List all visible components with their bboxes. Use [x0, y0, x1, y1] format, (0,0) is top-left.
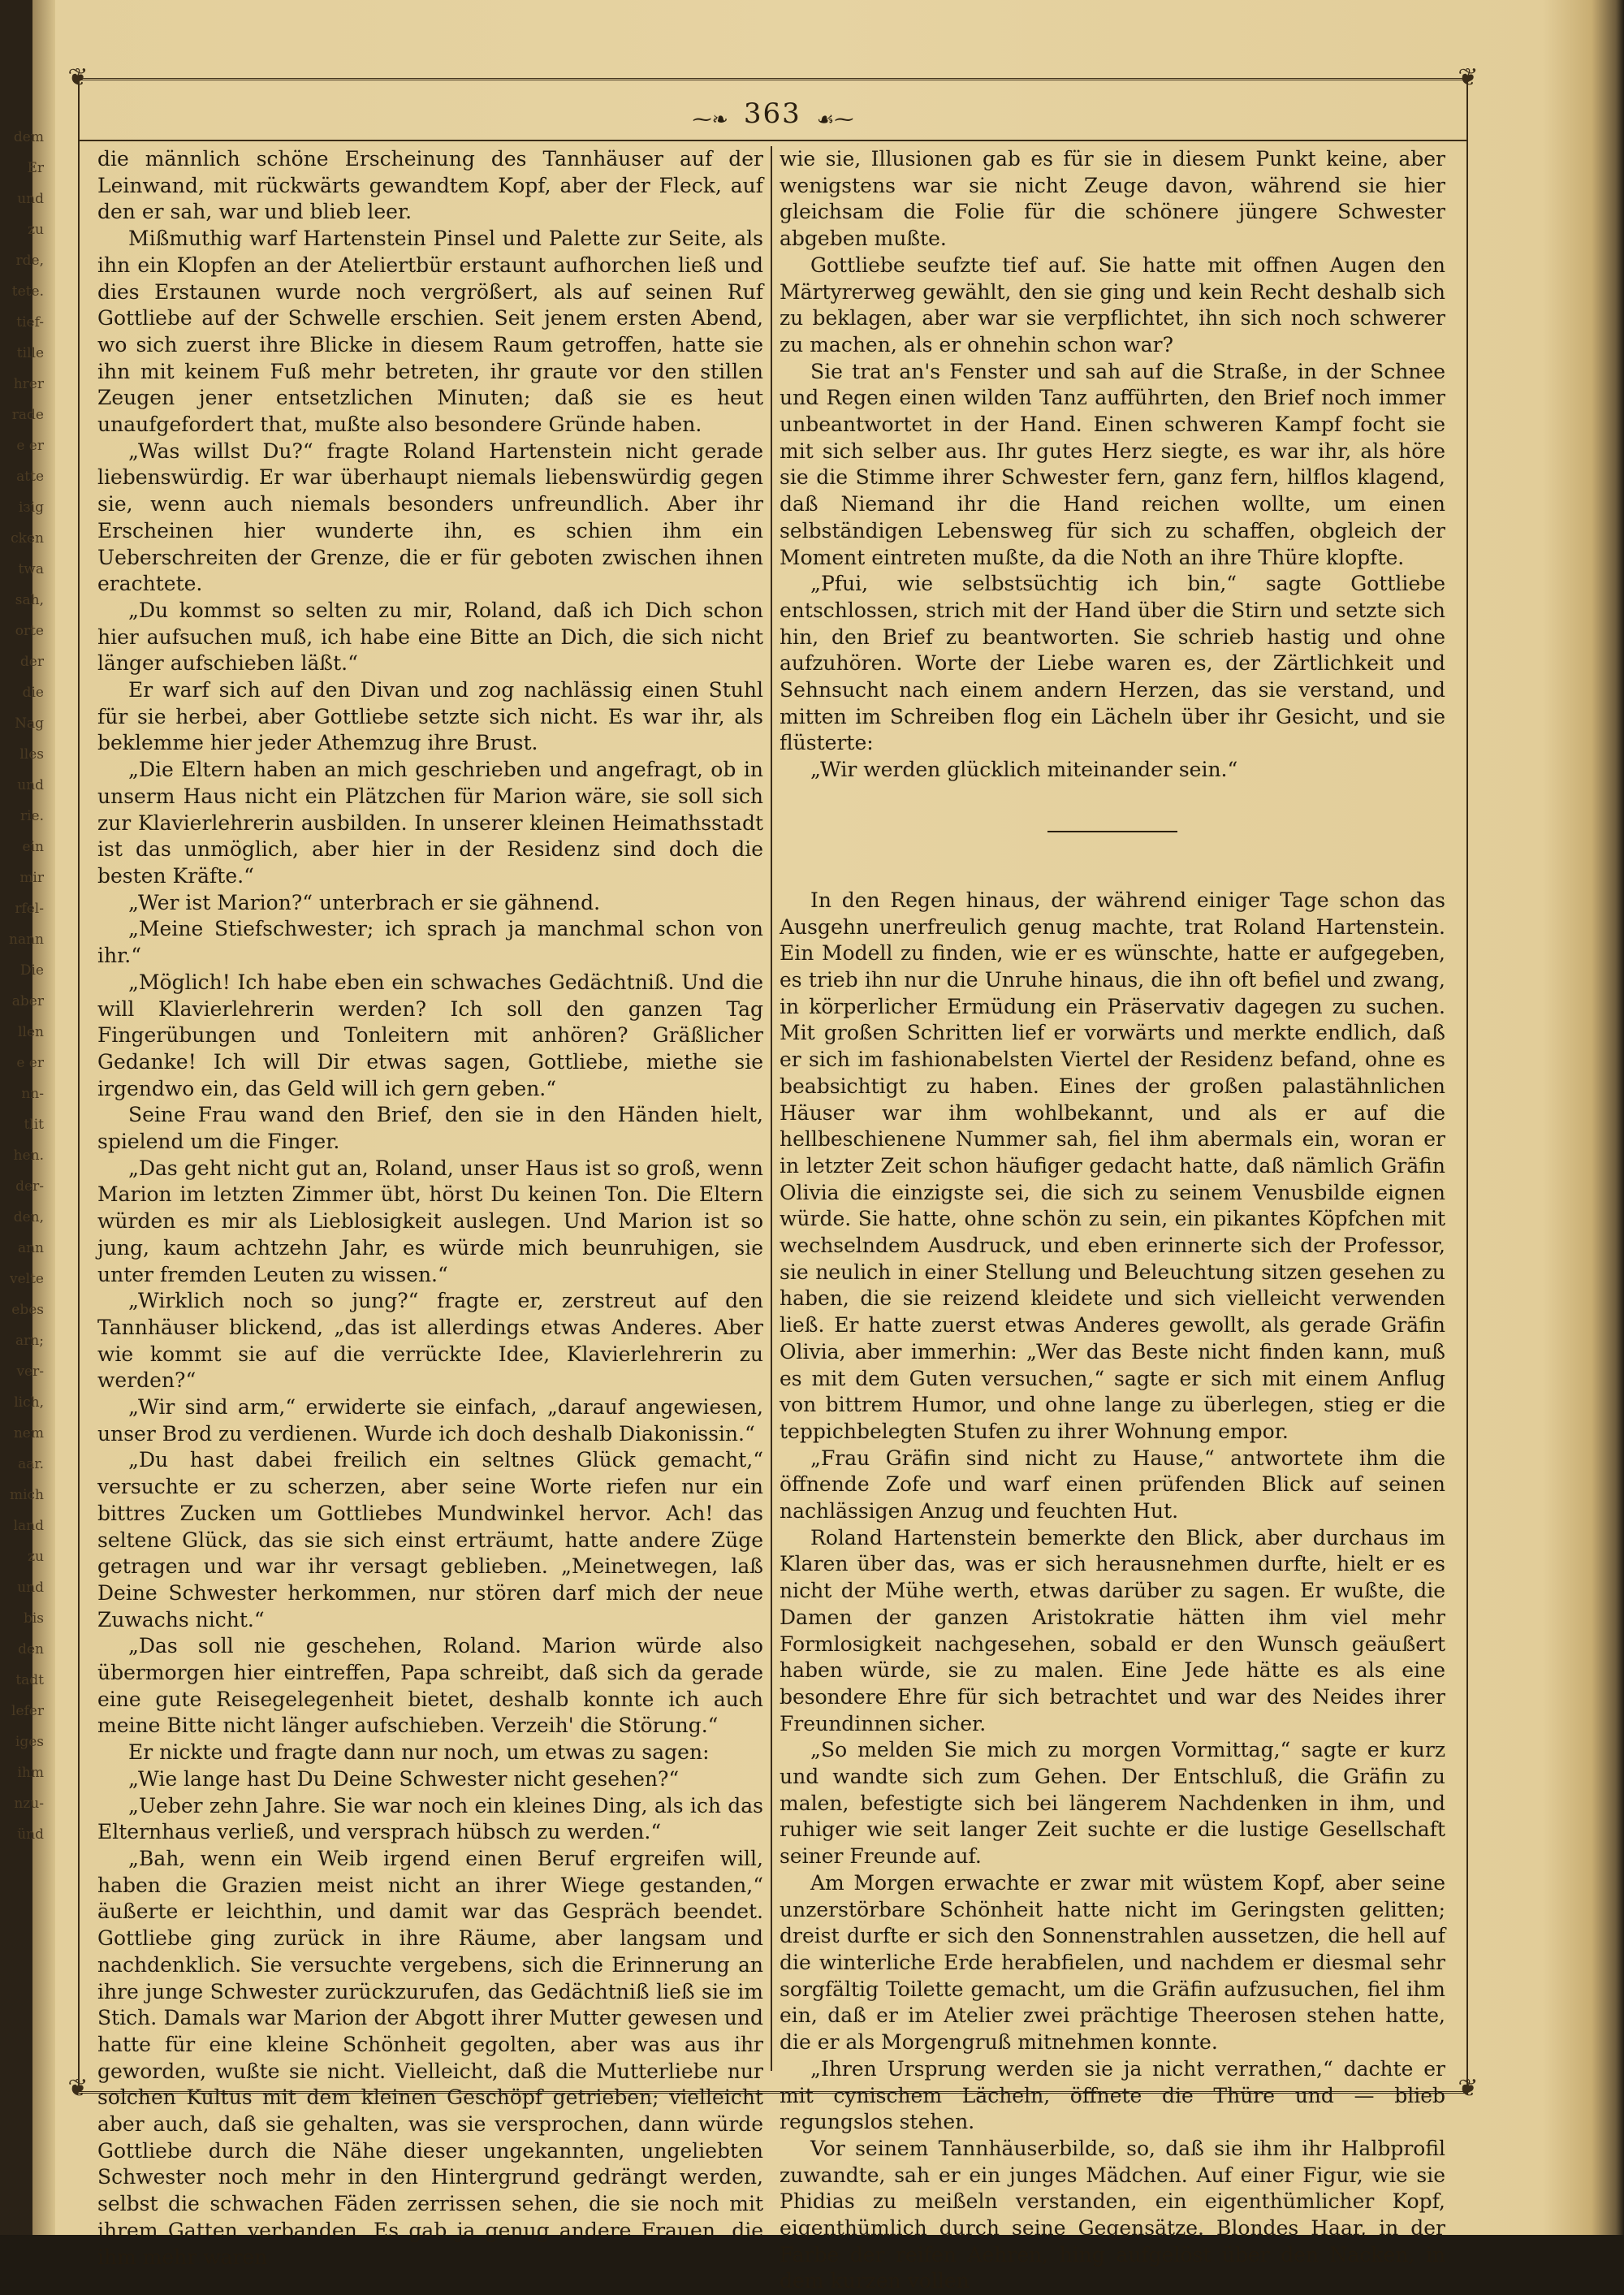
paragraph: „Pfui, wie selbstsüchtig ich bin,“ sagte Gottliebe entschlossen, strich mit der Hand über die Stirn und setzte sich hin, den Brief zu beantworten. Sie schrieb hastig und ohne aufzuhören. Worte der Liebe waren es, der Zärtlichkeit und Sehnsucht nach einem andern Herzen, das sie verstand, und mitten im Schreiben flog ein Lächeln über ihr Gesicht, und sie flüsterte: [780, 572, 1445, 755]
section-divider-rule [1047, 831, 1177, 832]
previous-page-fragment: ein [22, 839, 44, 855]
previous-page-fragment: rie. [19, 808, 44, 824]
paragraph: „Du kommst so selten zu mir, Roland, daß ich Dich schon hier aufsuchen muß, ich habe eine Bitte an Dich, die sich nicht länger aufschieben läßt.“ [97, 598, 763, 676]
paragraph: „Wie lange hast Du Deine Schwester nicht gesehen?“ [128, 1766, 680, 1791]
corner-ornament-icon: ❦ [1458, 2074, 1479, 2103]
previous-page-fragment: ünd [17, 1826, 44, 1843]
paragraph: „Ihren Ursprung werden sie ja nicht verrathen,“ dachte er mit cynischem Lächeln, öffnete die Thüre und — blieb regungslos stehen. [780, 2056, 1445, 2134]
paragraph: „Das soll nie geschehen, Roland. Marion würde also übermorgen hier eintreffen, Papa schreibt, daß sich da gerade eine gute Reisegelegenheit bietet, deshalb konnte ich auch meine Bitte nicht länger aufschieben. Verzeih' die Störung.“ [97, 1634, 763, 1738]
previous-page-fragment: iзig [18, 499, 44, 516]
paragraph: Am Morgen erwachte er zwar mit wüstem Kopf, aber seine unzerstörbare Schönheit hatte nicht im Geringsten gelitten; dreist durfte er sich den Sonnenstrahlen aussetzen, die hell auf die winterliche Erde herabfielen, und nachdem er diesmal sehr sorgfältig Toilette gemacht, um die Gräfin aufzusuchen, fiel ihm ein, daß er im Atelier zwei prächtige Theerosen stehen hatte, die er als Morgengruß mitnehmen konnte. [780, 1870, 1445, 2055]
header-ornament-left: ⁓❧ [692, 107, 728, 131]
header-ornament-right: ☙⁓ [816, 107, 854, 131]
previous-page-fragment: nzu- [14, 1796, 44, 1812]
paragraph: „Ueber zehn Jahre. Sie war noch ein kleines Ding, als ich das Elternhaus verließ, und versprach hübsch zu werden.“ [97, 1793, 763, 1844]
paragraph: „Du hast dabei freilich ein seltnes Glück gemacht,“ versuchte er zu scherzen, aber seine Worte riefen nur ein bittres Zucken um Gottliebes Mundwinkel hervor. Ach! das seltene Glück, das sie sich einst erträumt, hatte andere Züge getragen und war ihr versagt geblieben. „Meinetwegen, laß Deine Schwester herkommen, nur stören darf mich der neue Zuwachs nicht.“ [97, 1448, 763, 1632]
previous-page-fragment: hrer [13, 376, 44, 392]
paragraph: Gottliebe seufzte tief auf. Sie hatte mit offnen Augen den Märtyrerweg gewählt, den sie ging und kein Recht deshalb sich zu beklagen, aber war sie verpflichtet, ihn sich noch schwerer zu machen, als er ohnehin schon war? [780, 253, 1445, 357]
previous-page-fragment: bis [23, 1610, 44, 1627]
previous-page-fragment: aar. [18, 1456, 44, 1472]
previous-page-fragment: nn- [21, 1086, 44, 1102]
previous-page-fragment: tief- [16, 314, 44, 331]
previous-page-fragment: e er [16, 438, 44, 454]
frame-right-rule [1466, 80, 1468, 2091]
previous-page-fragment: iges [15, 1734, 44, 1750]
paragraph: Vor seinem Tannhäuserbilde, so, daß sie ihm ihr Halbprofil zuwandte, sah er ein junges Mädchen. Auf einer Figur, wie sie Phidias zu meißeln verstanden, ein eigenthümlicher Kopf, eigenthümlich durch seine Gegensätze. Blondes Haar, in der Farbe der reifen Aehren, hing aufgelöst über den Nacken, in dem kurzen vollen [780, 2136, 1445, 2293]
previous-page-fragment: sah, [15, 592, 44, 608]
paragraph: Er nickte und fragte dann nur noch, um etwas zu sagen: [128, 1740, 710, 1765]
corner-ornament-icon: ❦ [67, 63, 89, 92]
right-column-story-end [780, 146, 1445, 784]
previous-page-fragment: llen [18, 1024, 44, 1040]
previous-page-fragment: orte [15, 623, 44, 639]
previous-page-fragment: dem [13, 129, 44, 145]
previous-page-fragment: ver- [16, 1364, 44, 1380]
header-rule [78, 140, 1468, 141]
previous-page-fragment: ihm [17, 1765, 44, 1781]
left-column [97, 146, 763, 2269]
previous-page-fragment: rade [11, 407, 44, 423]
previous-page-fragment: rde, [15, 253, 44, 269]
previous-page-fragment: den, [13, 1209, 44, 1225]
previous-page-fragment: lich, [14, 1394, 44, 1411]
previous-page-fragment: lefer [11, 1703, 44, 1719]
previous-page-fragment: zu [28, 222, 44, 238]
previous-page-fragment: ebes [11, 1302, 44, 1318]
paragraph: Sie trat an's Fenster und sah auf die Straße, in der Schnee und Regen einen wilden Tanz aufführten, den Brief noch immer unbeantwortet in der Hand. Einen schweren Kampf focht sie mit sich selber aus. Ihr gutes Herz siegte, es war ihr, als höre sie die Stimme ihrer Schwester fern, ganz fern, hilflos klagend, daß Niemand ihr die Hand reichen wollte, um einen selbständigen Lebensweg für sich zu schaffen, obgleich der Moment eintreten mußte, da die Noth an ihre Thüre klopfte. [780, 359, 1445, 569]
paragraph: „Das geht nicht gut an, Roland, unser Haus ist so groß, wenn Marion im letzten Zimmer übt, hörst Du keinen Ton. Die Eltern würden es mir als Lieblosigkeit auslegen. Und Marion ist so jung, kaum achtzehn Jahr, es würde mich beunruhigen, sie unter fremden Leuten zu wissen.“ [97, 1156, 763, 1286]
paragraph: In den Regen hinaus, der während einiger Tage schon das Ausgehn unerfreulich genug machte, trat Roland Hartenstein. Ein Modell zu finden, wie er es wünschte, hatte er aufgegeben, es trieb ihn nur die Unruhe hinaus, die ihn oft befiel und zwang, in körperlicher Ermüdung ein Präservativ dagegen zu suchen. Mit großen Schritten lief er vorwärts und merkte endlich, daß er sich im fashionabelsten Viertel der Residenz befand, ohne es beabsichtigt zu haben. Eines der großen palastähnlichen Häuser war ihm wohlbekannt, und als er auf die hellbeschienene Nummer sah, fiel ihm abermals ein, woran er in letzter Zeit schon häufiger gedacht hatte, daß nämlich Gräfin Olivia die einzigste sei, die sich zu seinem Venusbilde eignen würde. Sie hatte, ohne schön zu sein, ein pikantes Köpfchen mit wechselndem Ausdruck, und eben erinnerte sich der Professor, sie neulich in einer Stellung und Beleuchtung sitzen gesehen zu haben, die sie reizend kleidete und sich vielleicht verwenden ließ. Er hatte zuerst etwas Anderes gewollt, als gerade Gräfin Olivia, aber immerhin: „Wer das Beste nicht finden kann, muß es mit dem Guten versuchen,“ sagte er sich mit einem Anflug von bittrem Humor, und ohne lange zu überlegen, stieg er die teppichbelegten Stufen zu ihrer Wohnung empor. [780, 888, 1445, 1443]
page-number: 363 [743, 97, 801, 130]
right-column [780, 146, 1445, 2293]
column-divider [771, 146, 772, 2071]
paragraph: „Möglich! Ich habe eben ein schwaches Gedächtniß. Und die will Klavierlehrerin werden? Ich soll den ganzen Tag Fingerübungen und Tonleitern mit anhören? Gräßlicher Gedanke! Ich will Dir etwas sagen, Gottliebe, miethe sie irgendwo ein, das Geld will ich gern geben.“ [97, 970, 763, 1100]
paragraph: Er warf sich auf den Divan und zog nachlässig einen Stuhl für sie herbei, aber Gottliebe setzte sich nicht. Es war ihr, als beklemme hier jeder Athemzug ihre Brust. [97, 678, 763, 755]
paragraph: „Was willst Du?“ fragte Roland Hartenstein nicht gerade liebenswürdig. Er war überhaupt niemals liebenswürdig gegen sie, wenn auch niemals besonders unfreundlich. Aber ihr Erscheinen hier wunderte ihn, es schien ihm ein Ueberschreiten der Grenze, die er für geboten zwischen ihnen erachtete. [97, 439, 763, 596]
previous-page-fragment: Er [27, 160, 44, 176]
previous-page-fragment: die [22, 685, 44, 701]
paragraph: „Frau Gräfin sind nicht zu Hause,“ antwortete ihm die öffnende Zofe und warf einen prüfenden Blick auf seinen nachlässigen Anzug und feuchten Hut. [780, 1446, 1445, 1524]
paragraph: „So melden Sie mich zu morgen Vormittag,“ sagte er kurz und wandte sich zum Gehen. Der Entschluß, die Gräfin zu malen, befestigte sich bei längerem Nachdenken in ihm, und ruhiger wie seit langer Zeit suchte er die lustige Gesellschaft seiner Freunde auf. [780, 1738, 1445, 1869]
previous-page-fragment: tlit [24, 1117, 44, 1133]
previous-page-fragment: nem [13, 1425, 44, 1441]
previous-page-fragment: arn; [15, 1333, 44, 1349]
previous-page-fragment: Die [19, 962, 44, 979]
previous-page-fragment: der [19, 654, 44, 670]
previous-page-fragment: tille [16, 345, 44, 361]
previous-page-fragment: den [18, 1641, 44, 1658]
paragraph: wie sie, Illusionen gab es für sie in diesem Punkt keine, aber wenigstens war sie nicht Zeuge davon, während sie hier gleichsam die Folie für die schönere jüngere Schwester abgeben mußte. [780, 147, 1445, 251]
previous-page-fragment: hen. [13, 1148, 44, 1164]
previous-page-fragment: lles [19, 746, 44, 763]
paragraph: „Wer ist Marion?“ unterbrach er sie gähnend. [128, 890, 601, 914]
previous-page-fragment: e er [16, 1055, 44, 1071]
paragraph: die männlich schöne Erscheinung des Tannhäuser auf der Leinwand, mit rückwärts gewandtem Kopf, aber der Fleck, auf den er sah, war und blieb leer. [97, 147, 763, 224]
previous-page-fragment: twa [18, 561, 44, 577]
previous-page-fragment: und [17, 1580, 44, 1596]
previous-page-fragment: aber [11, 993, 44, 1009]
previous-page-edge [0, 122, 49, 2087]
previous-page-fragment: zu [28, 1549, 44, 1565]
previous-page-fragment: cken [11, 530, 44, 547]
paragraph: Roland Hartenstein bemerkte den Blick, aber durchaus im Klaren über das, was er sich herausnehmen durfte, hielt er es nicht der Mühe werth, etwas darüber zu sagen. Er wußte, die Damen der ganzen Aristokratie hätten ihm viel mehr Formlosigkeit nachgesehen, sobald er den Wunsch geäußert haben würde, sie zu malen. Eine Jede hätte es als eine besondere Ehre für sich betrachtet und war des Neides ihrer Freundinnen sicher. [780, 1525, 1445, 1735]
previous-page-fragment: Nag [15, 715, 44, 732]
previous-page-fragment: mich [9, 1487, 44, 1503]
paragraph: „Meine Stiefschwester; ich sprach ja manchmal schon von ihr.“ [97, 917, 763, 968]
page-header [78, 97, 1468, 138]
paragraph: Mißmuthig warf Hartenstein Pinsel und Palette zur Seite, als ihn ein Klopfen an der Ateliertbür erstaunt aufhorchen ließ und dies Erstaunen wurde noch vergrößert, als auf seinen Ruf Gottliebe auf der Schwelle erschien. Seit jenem ersten Abend, wo sich zuerst ihre Blicke in diesem Raum getroffen, hatte sie ihn mit keinem Fuß mehr betreten, ihr graute vor den stillen Zeugen jener entsetzlichen Minuten; daß sie es heut unaufgefordert that, mußte also besondere Gründe haben. [97, 227, 763, 437]
previous-page-fragment: land [13, 1518, 44, 1534]
previous-page-fragment: tadt [15, 1672, 44, 1688]
previous-page-fragment: mir [19, 870, 44, 886]
previous-page-fragment: atte [16, 469, 44, 485]
paragraph: „Die Eltern haben an mich geschrieben und angefragt, ob in unserm Haus nicht ein Plätzchen für Marion wäre, sie soll sich zur Klavierlehrerin ausbilden. In unserer kleinen Heimathsstadt ist das unmöglich, aber hier in der Residenz sind doch die besten Kräfte.“ [97, 758, 763, 888]
paragraph: „Wir werden glücklich miteinander sein.“ [810, 758, 1238, 782]
paragraph: „Bah, wenn ein Weib irgend einen Beruf ergreifen will, haben die Grazien meist nicht an ihrer Wiege gestanden,“ äußerte er leichthin, und damit war das Gespräch beendet. Gottliebe ging zurück in ihre Räume, aber langsam und nachdenklich. Sie versuchte vergebens, sich die Erinnerung an ihre junge Schwester zurückzurufen, das Gedächtniß ließ sie im Stich. Damals war Marion der Abgott ihrer Mutter gewesen und hatte für eine kleine Schönheit gegolten, aber was aus ihr geworden, wußte sie nicht. Vielleicht, daß die Mutterliebe nur solchen Kultus mit dem kleinen Geschöpf getrieben; vielleicht aber auch, daß sie gehalten, was sie versprochen, dann würde Gottliebe durch die Nähe dieser ungekannten, ungeliebten Schwester noch mehr in den Hintergrund gedrängt werden, selbst die schwachen Fäden zerrissen sehen, die sie noch mit ihrem Gatten verbanden. Es gab ja genug andere Frauen, die ihm mehr waren [97, 1847, 763, 2269]
frame-left-rule [78, 80, 80, 2091]
previous-page-fragment: ann [17, 1240, 44, 1256]
paragraph: Seine Frau wand den Brief, den sie in den Händen hielt, spielend um die Finger. [97, 1103, 763, 1154]
paragraph: „Wirklich noch so jung?“ fragte er, zerstreut auf den Tannhäuser blickend, „das ist allerdings etwas Anderes. Aber wie kommt sie auf die verrückte Idee, Klavierlehrerin zu werden?“ [97, 1289, 763, 1393]
previous-page-fragment: und [17, 777, 44, 793]
paragraph: „Wir sind arm,“ erwiderte sie einfach, „darauf angewiesen, unser Brod zu verdienen. Wurde ich doch deshalb Diakonissin.“ [97, 1395, 763, 1446]
corner-ornament-icon: ❦ [1458, 63, 1479, 92]
corner-ornament-icon: ❦ [67, 2074, 89, 2103]
previous-page-fragment: tete. [11, 283, 44, 300]
previous-page-fragment: der- [15, 1178, 44, 1195]
previous-page-fragment: nann [9, 931, 44, 948]
previous-page-fragment: rfel- [15, 901, 44, 917]
previous-page-fragment: velte [10, 1271, 44, 1287]
previous-page-fragment: und [17, 191, 44, 207]
right-column-new-section [780, 888, 1445, 2295]
